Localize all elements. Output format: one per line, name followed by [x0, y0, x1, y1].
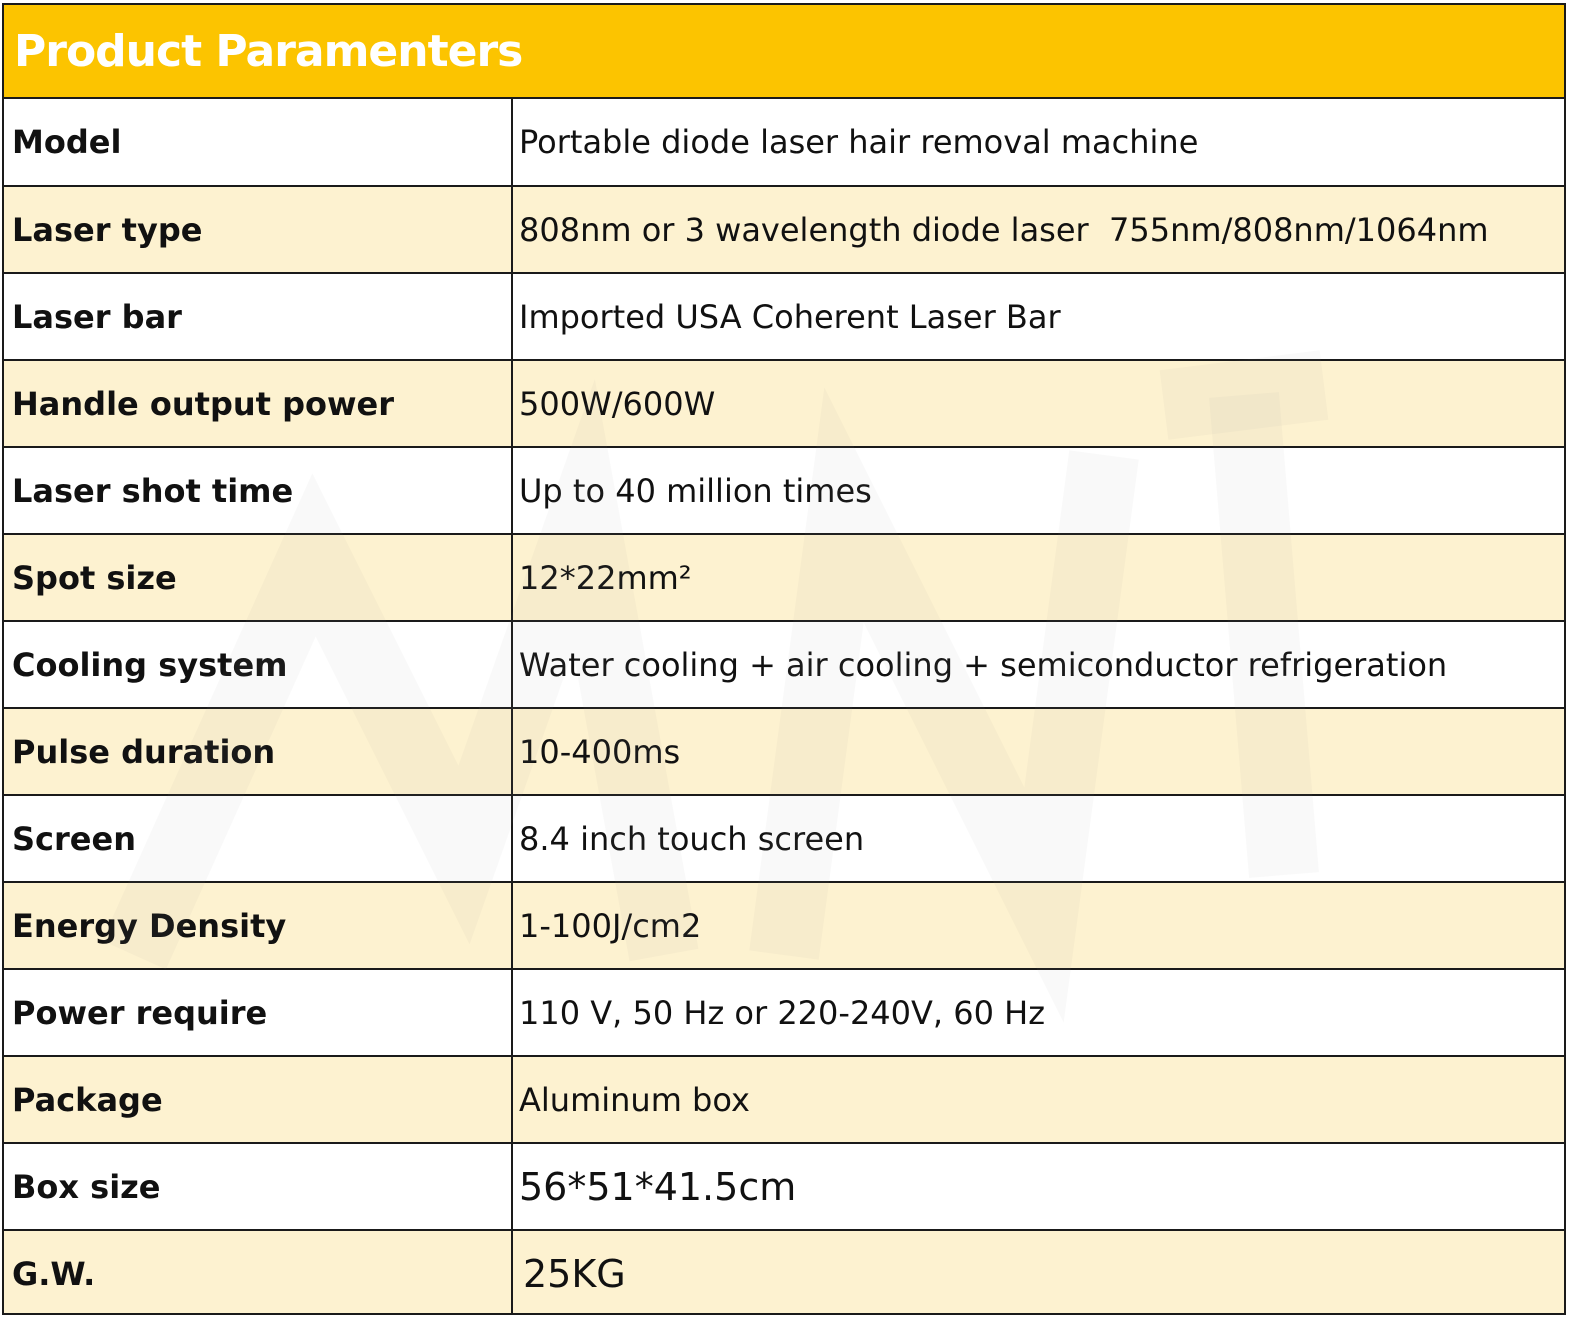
- row-value: 110 V, 50 Hz or 220-240V, 60 Hz: [512, 969, 1564, 1056]
- page-title: Product Paramenters: [14, 25, 523, 77]
- table-row: [4, 882, 1564, 969]
- row-value: Aluminum box: [512, 1056, 1564, 1143]
- parameter-sheet: [2, 3, 1566, 1315]
- table-row: [4, 534, 1564, 621]
- table-row: [4, 273, 1564, 360]
- row-label: Package: [4, 1056, 512, 1143]
- table-row: [4, 1143, 1564, 1230]
- table-row: [4, 795, 1564, 882]
- row-label: Power require: [4, 969, 512, 1056]
- row-label: Box size: [4, 1143, 512, 1230]
- table-row: [4, 1056, 1564, 1143]
- table-row: [4, 969, 1564, 1056]
- table-row: [4, 1230, 1564, 1315]
- table-header: [4, 5, 1564, 99]
- row-value: 56*51*41.5cm: [512, 1143, 1564, 1230]
- row-value: 1-100J/cm2: [512, 882, 1564, 969]
- row-value: 808nm or 3 wavelength diode laser 755nm/808nm/1064nm: [512, 186, 1564, 273]
- row-label: Spot size: [4, 534, 512, 621]
- row-value: 500W/600W: [512, 360, 1564, 447]
- row-value: Water cooling + air cooling + semiconductor refrigeration: [512, 621, 1564, 708]
- row-label: Laser type: [4, 186, 512, 273]
- row-value: 8.4 inch touch screen: [512, 795, 1564, 882]
- table-row: [4, 708, 1564, 795]
- parameters-table: [4, 99, 1564, 1315]
- table-row: [4, 99, 1564, 186]
- row-value: Up to 40 million times: [512, 447, 1564, 534]
- row-value: 10-400ms: [512, 708, 1564, 795]
- row-label: Laser bar: [4, 273, 512, 360]
- row-value: 25KG: [512, 1230, 1564, 1315]
- row-label: Energy Density: [4, 882, 512, 969]
- table-row: [4, 621, 1564, 708]
- row-label: G.W.: [4, 1230, 512, 1315]
- row-label: Pulse duration: [4, 708, 512, 795]
- table-row: [4, 186, 1564, 273]
- row-label: Cooling system: [4, 621, 512, 708]
- table-row: [4, 360, 1564, 447]
- row-label: Model: [4, 99, 512, 186]
- row-value: Portable diode laser hair removal machine: [512, 99, 1564, 186]
- table-row: [4, 447, 1564, 534]
- row-label: Handle output power: [4, 360, 512, 447]
- row-value: Imported USA Coherent Laser Bar: [512, 273, 1564, 360]
- row-label: Laser shot time: [4, 447, 512, 534]
- row-label: Screen: [4, 795, 512, 882]
- row-value: 12*22mm²: [512, 534, 1564, 621]
